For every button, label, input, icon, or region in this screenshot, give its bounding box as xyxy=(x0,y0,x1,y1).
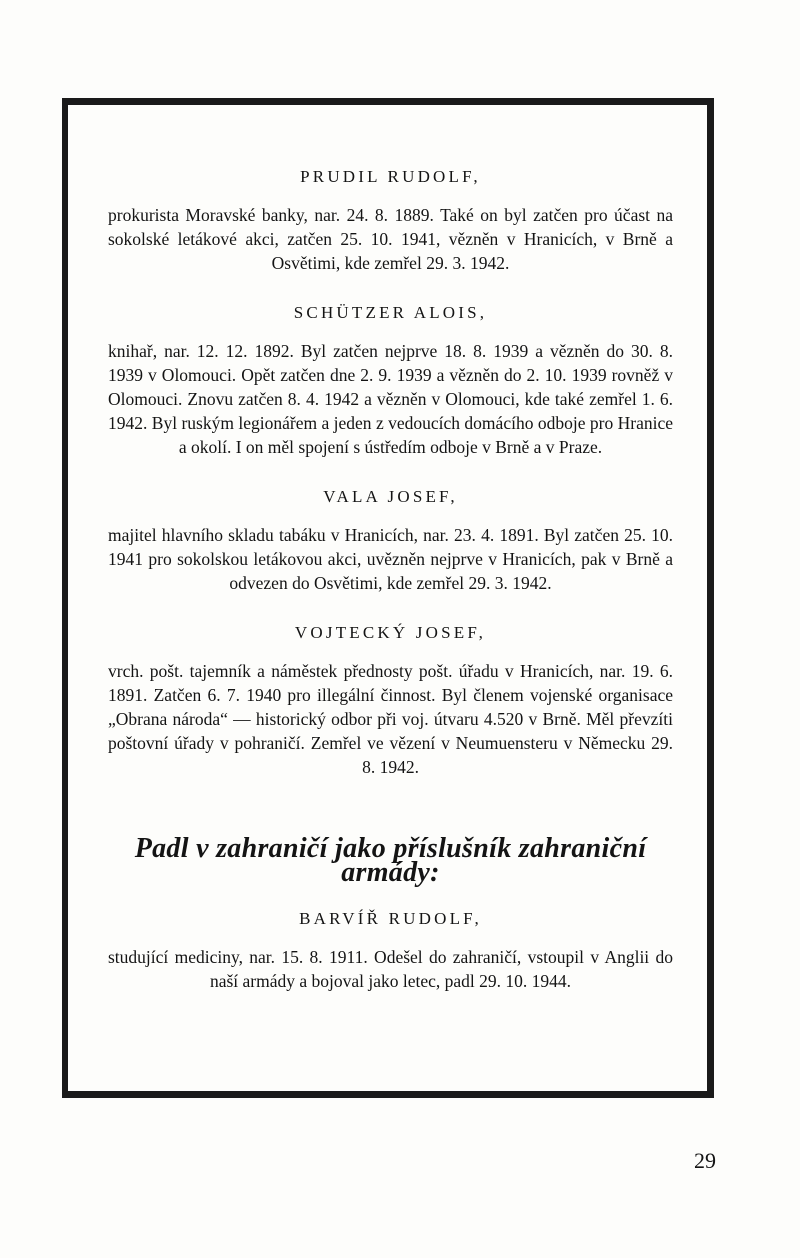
entry-barvir xyxy=(108,907,673,993)
entry-bio: majitel hlavního skladu tabáku v Hranicích, nar. 23. 4. 1891. Byl zatčen 25. 10. 1941 pro sokolskou letákovou akci, uvězněn nejprve v Hranicích, pak v Brně a odvezen do Osvětimi, kde zemřel 29. 3. 1942. xyxy=(108,525,673,593)
entry-name: BARVÍŘ RUDOLF, xyxy=(299,909,482,928)
page-content xyxy=(108,165,673,1019)
entry-bio: prokurista Moravské banky, nar. 24. 8. 1889. Také on byl zatčen pro účast na sokolské letákové akci, zatčen 25. 10. 1941, vězněn v Hranicích, v Brně a Osvětimi, kde zemřel 29. 3. 1942. xyxy=(108,205,673,273)
entry-name: VALA JOSEF, xyxy=(323,487,458,506)
section-heading: Padl v zahraničí jako příslušník zahraniční armády: xyxy=(134,833,647,888)
entry-bio: knihař, nar. 12. 12. 1892. Byl zatčen nejprve 18. 8. 1939 a vězněn do 30. 8. 1939 v Olomouci. Opět zatčen dne 2. 9. 1939 a vězněn do 2. 10. 1939 rovněž v Olomouci. Znovu zatčen 8. 4. 1942 a vězněn v Olomouci, kde také zemřel 1. 6. 1942. Byl ruským legionářem a jeden z vedoucích domácího odboje pro Hranice a okolí. I on měl spojení s ústředím odboje v Brně a v Praze. xyxy=(108,341,673,457)
entry-name: SCHÜTZER ALOIS, xyxy=(293,303,488,322)
page-number: 29 xyxy=(694,1148,716,1173)
entry-vojtecky xyxy=(108,621,673,779)
entry-bio: studující mediciny, nar. 15. 8. 1911. Odešel do zahraničí, vstoupil v Anglii do naší armády a bojoval jako letec, padl 29. 10. 1944. xyxy=(108,947,673,991)
entry-prudil xyxy=(108,165,673,275)
entry-vala xyxy=(108,485,673,595)
entry-schutzer xyxy=(108,301,673,459)
entry-name: VOJTECKÝ JOSEF, xyxy=(294,623,487,642)
entry-bio: vrch. pošt. tajemník a náměstek přednosty pošt. úřadu v Hranicích, nar. 19. 6. 1891. Zatčen 6. 7. 1940 pro illegální činnost. Byl členem vojenské organisace „Obrana národa“ — historický odbor při voj. útvaru 4.520 v Brně. Měl převzíti poštovní úřady v pohraničí. Zemřel ve vězení v Neumuensteru v Německu 29. 8. 1942. xyxy=(108,661,673,777)
entry-name: PRUDIL RUDOLF, xyxy=(300,167,481,186)
